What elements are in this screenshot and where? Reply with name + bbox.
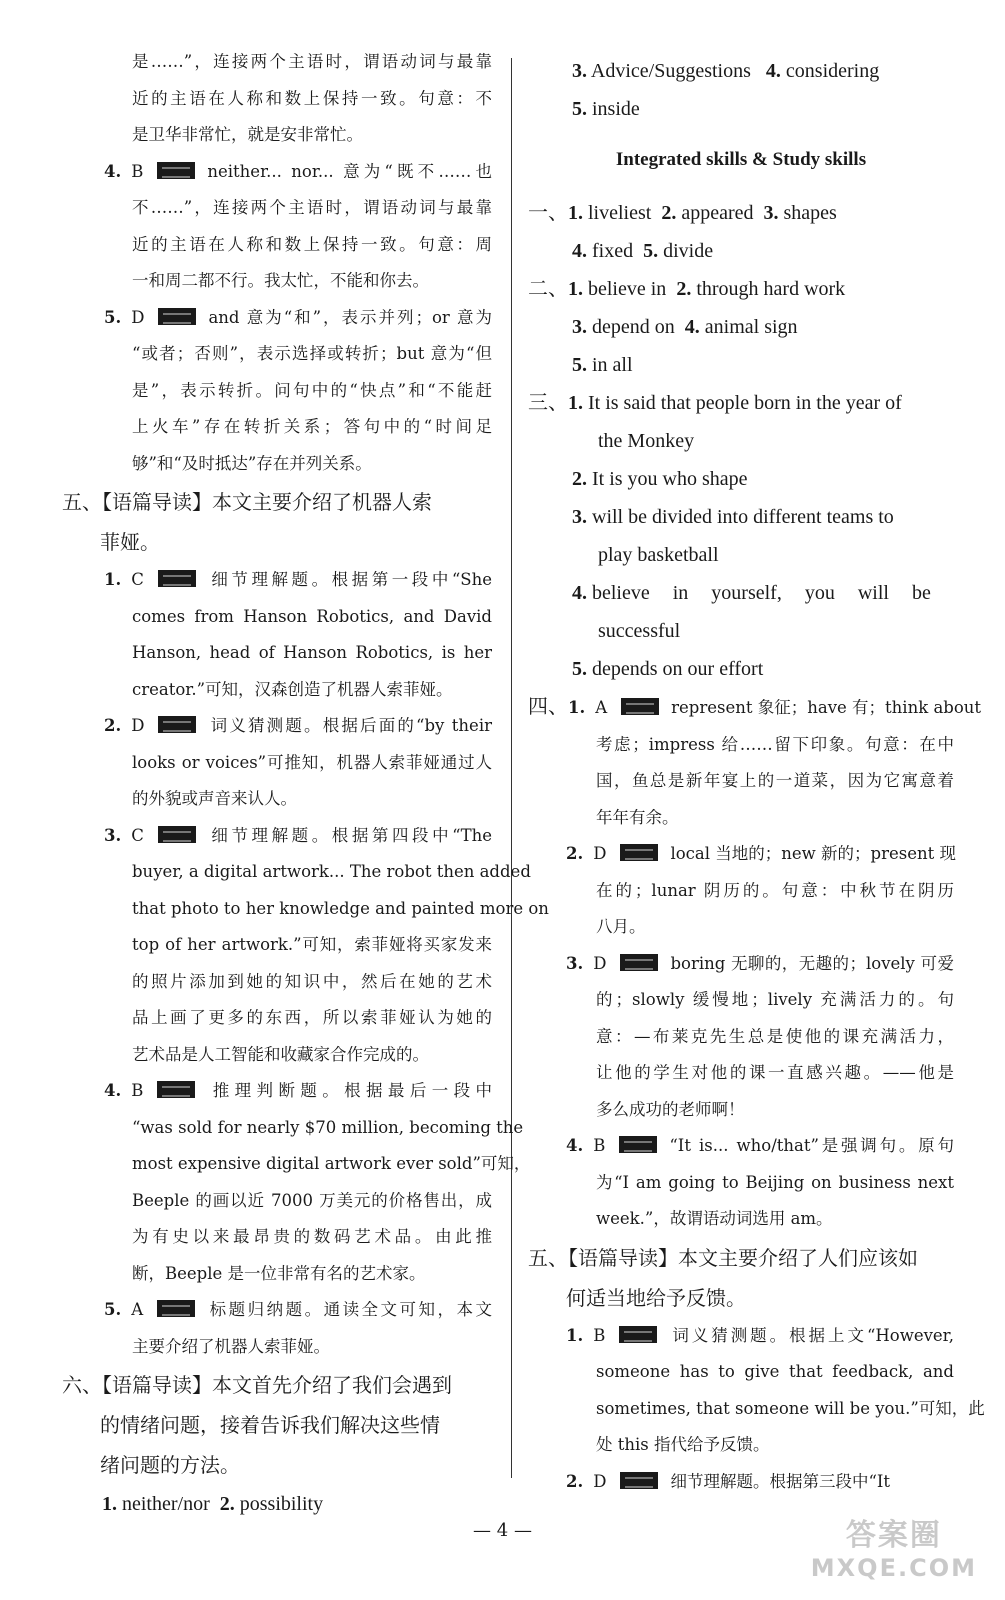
text-line: creator.”可知，汉森创造了机器人索菲娅。 bbox=[132, 679, 453, 699]
answer-text: depends on our effort bbox=[592, 658, 764, 680]
answer-item bbox=[528, 688, 982, 727]
column-divider bbox=[511, 58, 512, 1478]
answer-text: through hard work bbox=[696, 278, 846, 300]
answer-text: possibility bbox=[239, 1493, 324, 1515]
text-line: 一和周二都不行。我太忙，不能和你去。 bbox=[132, 271, 429, 290]
answer-letter: A bbox=[595, 698, 608, 717]
answer-text: will be divided into different teams to bbox=[592, 506, 894, 528]
question-number: 5. bbox=[572, 354, 587, 376]
hint-icon bbox=[157, 162, 195, 179]
text-line: “was sold for nearly $70 million, becoming the bbox=[132, 1117, 524, 1137]
text-line: 八月。 bbox=[596, 917, 646, 936]
section-heading bbox=[528, 1238, 954, 1278]
hint-icon bbox=[158, 826, 196, 843]
answer-row bbox=[528, 52, 954, 90]
question-number: 2. bbox=[219, 1493, 235, 1515]
text-line: 近的主语在人称和数上保持一致。句意：不 bbox=[132, 88, 492, 108]
question-number: 3. bbox=[572, 60, 587, 82]
question-number: 5. bbox=[572, 98, 587, 120]
answer-row: the Monkey bbox=[598, 430, 695, 452]
answer-letter: D bbox=[593, 953, 607, 973]
text-line: 的；slowly 缓慢地；lively 充满活力的。句 bbox=[596, 990, 954, 1009]
text-line: 为“I am going to Beijing on business next bbox=[596, 1172, 954, 1192]
text: 细节理解题。根据第一段中“She bbox=[207, 570, 492, 589]
question-number: 1. bbox=[568, 698, 586, 717]
answer-text: appeared bbox=[681, 202, 754, 224]
text-line: 是”，表示转折。问句中的“快点”和“不能赶 bbox=[132, 380, 492, 400]
page-number: — 4 — bbox=[473, 1520, 532, 1541]
question-number: 1. bbox=[102, 1493, 117, 1515]
watermark-text: MXQE.COM bbox=[810, 1554, 977, 1582]
answer-text: It is said that people born in the year of bbox=[588, 392, 902, 414]
answer-row bbox=[528, 574, 954, 612]
text: “It is... who/that”是强调句。原句 bbox=[669, 1136, 954, 1155]
hint-icon bbox=[619, 1326, 657, 1343]
question-number: 2. bbox=[676, 278, 692, 300]
question-number: 1. bbox=[568, 202, 583, 224]
text: 推理判断题。根据最后一段中 bbox=[207, 1081, 492, 1100]
section-index: 二、 bbox=[528, 278, 568, 300]
answer-row: play basketball bbox=[598, 544, 719, 566]
question-number: 2. bbox=[661, 202, 677, 224]
answer-letter: D bbox=[593, 844, 607, 863]
answer-row bbox=[528, 90, 954, 128]
text: 细节理解题。根据第三段中“It bbox=[670, 1471, 891, 1491]
answer-row bbox=[528, 384, 954, 422]
text-line: 是卫华非常忙，就是安非常忙。 bbox=[132, 125, 363, 144]
answer-item bbox=[528, 1464, 954, 1501]
hint-icon bbox=[620, 1472, 658, 1489]
answer-row: successful bbox=[598, 620, 681, 642]
answer-item bbox=[528, 1128, 954, 1165]
hint-icon bbox=[158, 716, 196, 733]
answer-letter: B bbox=[593, 1136, 606, 1155]
section-index: 六、 bbox=[62, 1373, 102, 1397]
answer-letter: C bbox=[131, 570, 144, 589]
section-text: 【语篇导读】本文首先介绍了我们会遇到 bbox=[102, 1373, 452, 1397]
text-line: 年年有余。 bbox=[596, 807, 679, 827]
text-line: 主要介绍了机器人索菲娅。 bbox=[132, 1336, 330, 1356]
question-number: 3. bbox=[572, 316, 587, 338]
question-number: 1. bbox=[566, 1325, 584, 1345]
question-number: 2. bbox=[566, 844, 584, 863]
text: boring 无聊的，无趣的；lovely 可爱 bbox=[670, 953, 954, 973]
text-line: 为有史以来最昂贵的数码艺术品。由此推 bbox=[132, 1227, 492, 1246]
text-line: 在的；lunar 阴历的。句意：中秋节在阴历 bbox=[596, 880, 954, 900]
section-index: 四、 bbox=[528, 694, 568, 718]
answer-item bbox=[528, 1318, 954, 1355]
answer-text: neither/nor bbox=[122, 1493, 210, 1515]
left-column bbox=[62, 44, 549, 1523]
text-line: 考虑；impress 给……留下印象。句意：在中 bbox=[596, 734, 954, 754]
text-line: 上火车”存在转折关系；答句中的“时间足 bbox=[132, 417, 492, 436]
text-line: 意：—布莱克先生总是使他的课充满活力， bbox=[596, 1026, 954, 1046]
answer-row bbox=[528, 498, 954, 536]
answer-letter: B bbox=[593, 1325, 606, 1345]
section-heading bbox=[62, 482, 492, 522]
text-line: 多么成功的老师啊！ bbox=[596, 1099, 745, 1119]
text-line: most expensive digital artwork ever sold”可知， bbox=[132, 1154, 531, 1173]
answer-row bbox=[528, 270, 954, 308]
hint-icon bbox=[158, 570, 196, 587]
watermark-logo bbox=[811, 1510, 977, 1582]
section-text-line: 何适当地给予反馈。 bbox=[566, 1285, 746, 1310]
answer-letter: B bbox=[131, 1081, 144, 1100]
hint-icon bbox=[157, 1300, 195, 1317]
text: neither... nor... 意为“既不……也 bbox=[207, 161, 492, 181]
question-number: 3. bbox=[566, 953, 584, 973]
section-text-line: 绪问题的方法。 bbox=[100, 1453, 240, 1477]
text-line: 的照片添加到她的知识中，然后在她的艺术 bbox=[132, 971, 492, 991]
hint-icon bbox=[621, 698, 659, 715]
question-number: 4. bbox=[765, 60, 781, 82]
question-number: 4. bbox=[566, 1136, 584, 1155]
answer-text: shapes bbox=[783, 202, 837, 224]
question-number: 4. bbox=[572, 582, 587, 604]
text-line: 让他的学生对他的课一直感兴趣。——他是 bbox=[596, 1063, 954, 1082]
hint-icon bbox=[620, 954, 658, 971]
text-line: 近的主语在人称和数上保持一致。句意：周 bbox=[132, 234, 492, 254]
text-line: 品上画了更多的东西，所以索菲娅认为她的 bbox=[132, 1008, 492, 1027]
section-text-line: 菲娅。 bbox=[100, 530, 160, 554]
section-heading bbox=[62, 1365, 492, 1405]
question-number: 5. bbox=[104, 307, 122, 327]
answer-letter: D bbox=[131, 716, 145, 735]
text-line: buyer, a digital artwork... The robot then added bbox=[132, 862, 531, 881]
text-line: looks or voices”可推知，机器人索菲娅通过人 bbox=[132, 752, 492, 772]
question-number: 4. bbox=[684, 316, 700, 338]
question-number: 5. bbox=[104, 1300, 122, 1319]
answer-text: divide bbox=[663, 240, 714, 262]
answer-item bbox=[62, 708, 492, 745]
text-line: week.”，故谓语动词选用 am。 bbox=[596, 1209, 833, 1228]
text-line: 够”和“及时抵达”存在并列关系。 bbox=[132, 453, 372, 473]
text-line: 的外貌或声音来认人。 bbox=[132, 789, 297, 808]
answer-letter: C bbox=[131, 825, 144, 845]
text-line: 不……”，连接两个主语时，谓语动词与最靠 bbox=[132, 198, 492, 217]
answer-text: depend on bbox=[592, 316, 675, 338]
hint-icon bbox=[157, 1081, 195, 1098]
text-line: Hanson, head of Hanson Robotics, is her bbox=[132, 643, 492, 662]
question-number: 3. bbox=[104, 825, 122, 845]
answer-text: fixed bbox=[592, 240, 634, 262]
answer-item bbox=[62, 562, 492, 599]
question-number: 3. bbox=[572, 506, 587, 528]
text: and 意为“和”，表示并列；or 意为 bbox=[208, 307, 492, 327]
text-line: 处 this 指代给予反馈。 bbox=[596, 1435, 770, 1454]
text: 标题归纳题。通读全文可知，本文 bbox=[207, 1300, 492, 1319]
answer-item bbox=[528, 836, 954, 873]
question-number: 2. bbox=[104, 716, 122, 735]
text-line: comes from Hanson Robotics, and David bbox=[132, 606, 492, 626]
answer-item bbox=[62, 818, 492, 855]
hint-icon bbox=[619, 1136, 657, 1153]
answer-letter: A bbox=[131, 1300, 144, 1319]
answer-item bbox=[528, 946, 954, 983]
answer-letter: D bbox=[131, 307, 145, 327]
answer-row bbox=[528, 650, 954, 688]
answer-text: animal sign bbox=[704, 316, 798, 338]
answer-row bbox=[528, 232, 954, 270]
hint-icon bbox=[158, 308, 196, 325]
text-line: someone has to give that feedback, and bbox=[596, 1362, 954, 1381]
text-line: that photo to her knowledge and painted more on bbox=[132, 898, 549, 918]
text-line: 是……”，连接两个主语时，谓语动词与最靠 bbox=[132, 52, 492, 71]
section-text: 【语篇导读】本文主要介绍了机器人索 bbox=[102, 490, 432, 514]
text-line: Beeple 的画以近 7000 万美元的价格售出，成 bbox=[132, 1190, 492, 1210]
text-line: top of her artwork.”可知，索菲娅将买家发来 bbox=[132, 935, 492, 954]
answer-item bbox=[62, 154, 492, 191]
section-index: 一、 bbox=[528, 202, 568, 224]
question-number: 1. bbox=[568, 392, 583, 414]
question-number: 4. bbox=[104, 1081, 122, 1100]
question-number: 3. bbox=[763, 202, 779, 224]
text: 词义猜测题。根据上文“However, bbox=[669, 1325, 954, 1345]
question-number: 4. bbox=[104, 161, 122, 181]
text-line: 艺术品是人工智能和收藏家合作完成的。 bbox=[132, 1044, 429, 1064]
answer-row bbox=[528, 308, 954, 346]
answer-row bbox=[62, 1485, 492, 1523]
question-number: 1. bbox=[104, 570, 122, 589]
section-text-line: 的情绪问题，接着告诉我们解决这些情 bbox=[100, 1413, 440, 1437]
question-number: 2. bbox=[572, 468, 587, 490]
answer-item bbox=[62, 300, 492, 337]
answer-row bbox=[528, 460, 954, 498]
question-number: 4. bbox=[572, 240, 587, 262]
question-number: 1. bbox=[568, 278, 583, 300]
answer-text: in all bbox=[592, 354, 633, 376]
right-column bbox=[528, 52, 985, 1500]
question-number: 2. bbox=[566, 1471, 584, 1491]
subheading: Integrated skills & Study skills bbox=[615, 149, 867, 170]
answer-text: Advice/Suggestions bbox=[590, 60, 751, 82]
section-index: 五、 bbox=[62, 490, 102, 514]
text-line: “或者；否则”，表示选择或转折；but 意为“但 bbox=[132, 344, 492, 363]
watermark-text: 答案圈 bbox=[845, 1518, 942, 1553]
section-index: 三、 bbox=[528, 392, 568, 414]
answer-letter: B bbox=[131, 161, 144, 181]
text: 细节理解题。根据第四段中“The bbox=[207, 825, 492, 845]
text: represent 象征；have 有；think about bbox=[671, 698, 982, 717]
answer-text: liveliest bbox=[588, 202, 652, 224]
text-line: sometimes, that someone will be you.”可知，此 bbox=[596, 1398, 985, 1418]
answer-text: believe in yourself, you will be bbox=[592, 582, 931, 604]
text-line: 断，Beeple 是一位非常有名的艺术家。 bbox=[132, 1263, 426, 1283]
answer-letter: D bbox=[593, 1471, 607, 1491]
answer-text: inside bbox=[592, 98, 640, 120]
answer-item bbox=[62, 1073, 492, 1110]
section-text: 【语篇导读】本文主要介绍了人们应该如 bbox=[568, 1245, 918, 1270]
question-number: 5. bbox=[572, 658, 587, 680]
answer-text: considering bbox=[785, 60, 880, 82]
hint-icon bbox=[620, 844, 658, 861]
text: 词义猜测题。根据后面的“by their bbox=[208, 716, 492, 735]
answer-text: It is you who shape bbox=[592, 468, 748, 490]
answer-row bbox=[528, 346, 954, 384]
text-line: 国，鱼总是新年宴上的一道菜，因为它寓意着 bbox=[596, 771, 954, 790]
answer-item bbox=[62, 1292, 492, 1329]
answer-row bbox=[528, 194, 954, 232]
section-index: 五、 bbox=[528, 1245, 568, 1270]
text: local 当地的；new 新的；present 现 bbox=[670, 844, 956, 863]
question-number: 5. bbox=[643, 240, 659, 262]
answer-text: believe in bbox=[588, 278, 667, 300]
